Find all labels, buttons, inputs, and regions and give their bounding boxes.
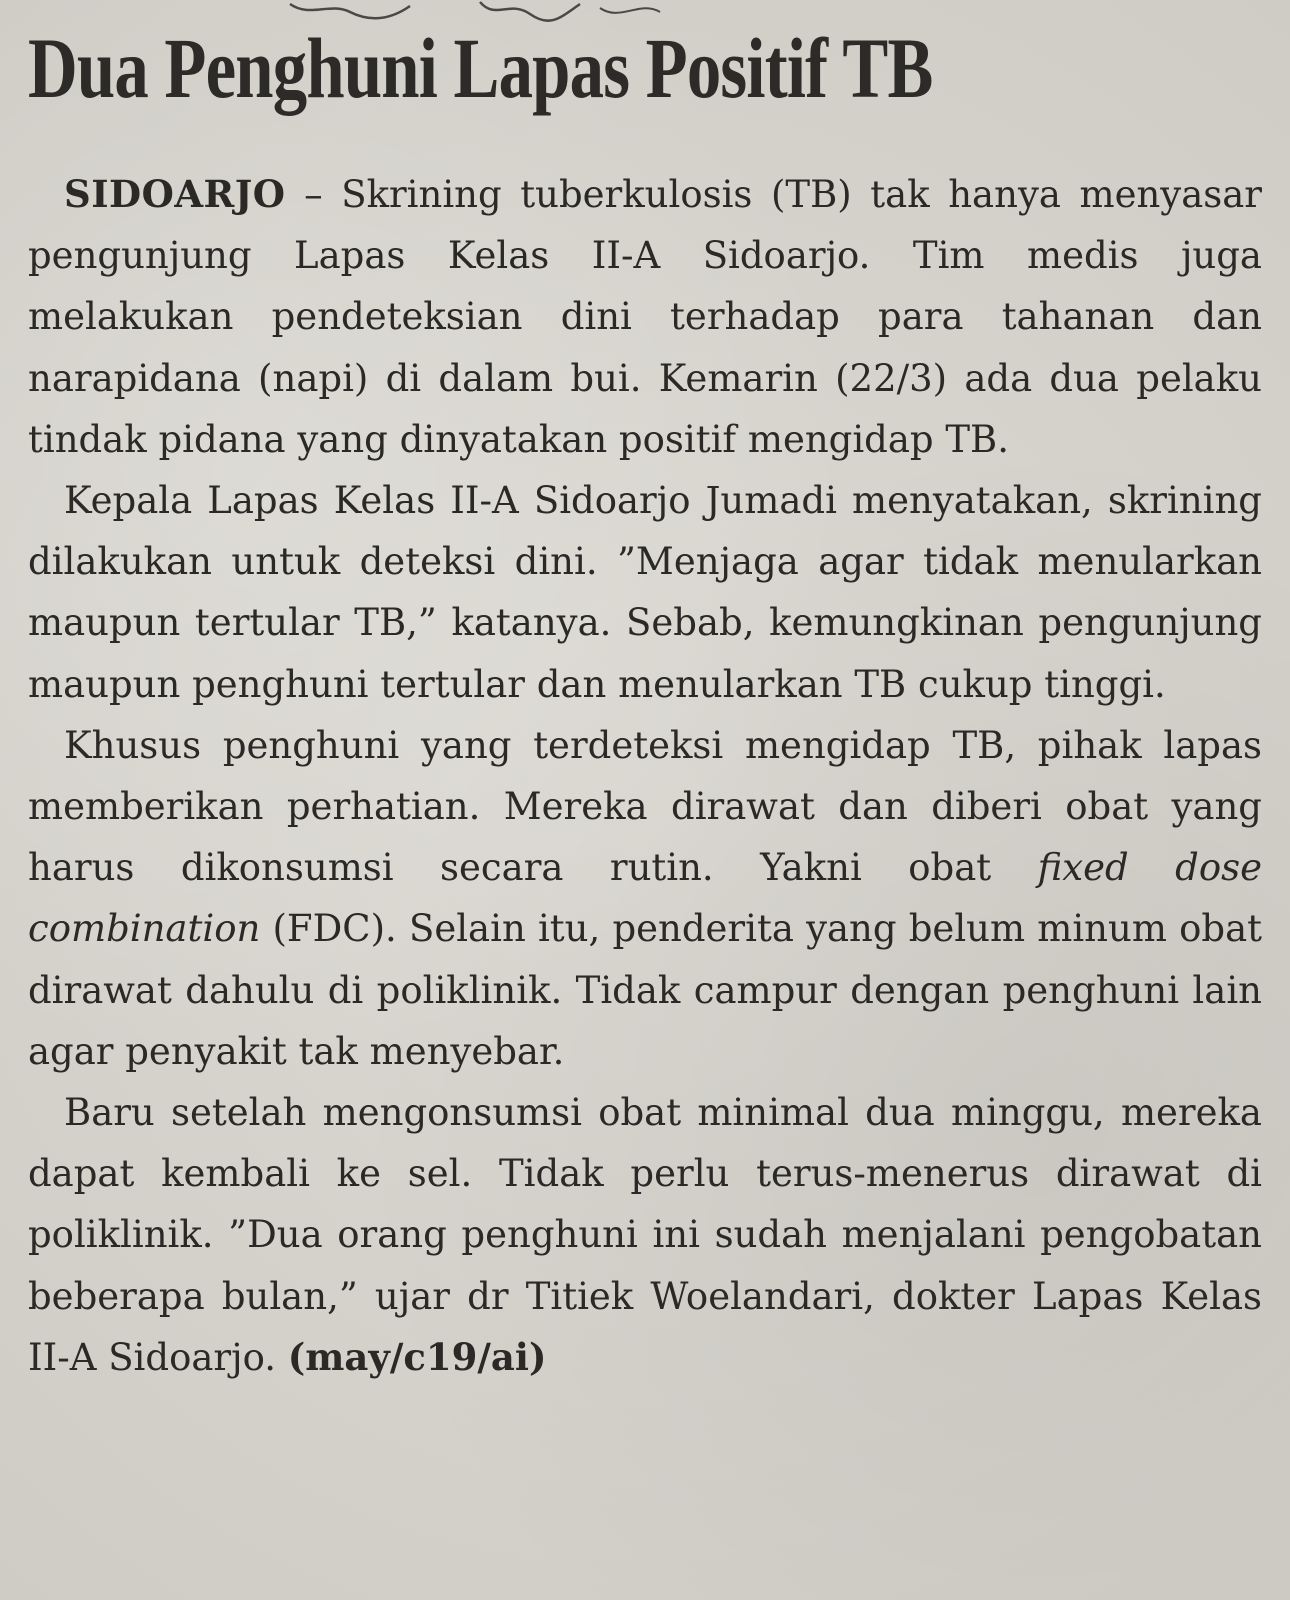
paragraph — [28, 1082, 1262, 1388]
paragraph-text: – Skrining tuberkulosis (TB) tak hanya menyasar pengunjung Lapas Kelas II-A Sidoarjo. Tim medis juga melakukan pendeteksian dini terhadap para tahanan dan narapidana (napi) di dalam bui. Kemarin (22/3) ada dua pelaku tindak pidana yang dinyatakan positif mengidap TB. — [28, 173, 1262, 461]
headline: Dua Penghuni Lapas Positif TB — [28, 20, 933, 116]
article-body — [28, 164, 1262, 1388]
author-credit: (may/c19/ai) — [287, 1334, 547, 1379]
paragraph — [28, 715, 1262, 1082]
italic-term: fixed dose combination — [28, 846, 1263, 951]
paragraph — [28, 164, 1262, 470]
paragraph — [28, 470, 1262, 715]
paragraph-text: (FDC). Selain itu, penderita yang belum minum obat dirawat dahulu di poliklinik. Tidak campur dengan penghuni lain agar penyakit tak menyebar. — [28, 907, 1262, 1073]
paragraph-text: Khusus penghuni yang terdeteksi mengidap TB, pihak lapas memberikan perhatian. Mereka dirawat dan diberi obat yang harus dikonsumsi secara rutin. Yakni obat — [28, 723, 1262, 890]
paragraph-text: Baru setelah mengonsumsi obat minimal dua minggu, mereka dapat kembali ke sel. Tidak perlu terus-menerus dirawat di poliklinik. ”Dua orang penghuni ini sudah menjalani pengobatan beberapa bulan,” ujar dr Titiek Woelandari, dokter Lapas Kelas II-A Sidoarjo. — [28, 1091, 1262, 1379]
dateline: SIDOARJO — [64, 172, 286, 216]
paragraph-text: Kepala Lapas Kelas II-A Sidoarjo Jumadi menyatakan, skrining dilakukan untuk deteksi dini. ”Menjaga agar tidak menularkan maupun tertular TB,” katanya. Sebab, kemungkinan pengunjung maupun penghuni tertular dan menularkan TB cukup tinggi. — [28, 479, 1262, 706]
